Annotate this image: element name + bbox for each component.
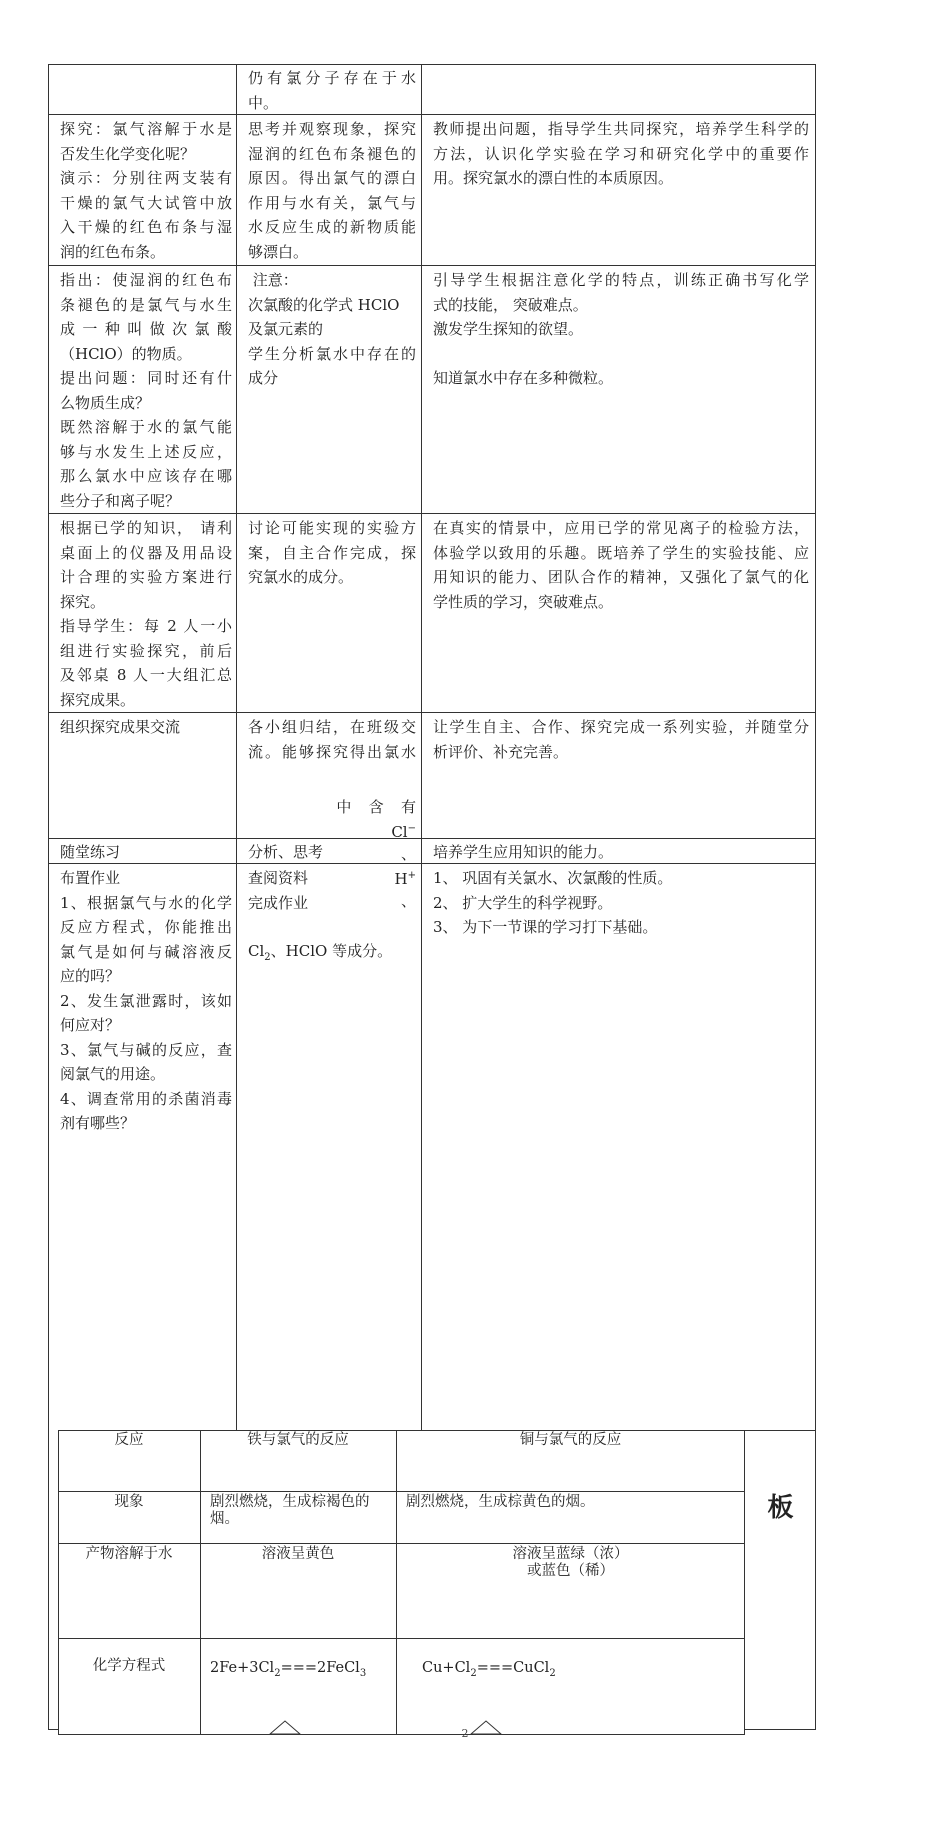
reaction-col-divider-1 [200,1430,201,1735]
solution-label: 产物溶解于水 [85,1546,173,1562]
board-label: 板 [767,1493,794,1523]
board-column [745,1430,816,1730]
equation-label: 化学方程式 [92,1658,166,1674]
reaction-row-divider [58,1491,745,1492]
row2-col2: 注意： 次氯酸的化学式 HClO 及氯元素的 学生分析氯水中存在的 成分 [248,271,416,387]
row5-col1: 随堂练习 [60,843,121,861]
col-divider-1 [236,64,237,1430]
row0-col2: 仍有氯分子存在于水 中。 [248,69,416,112]
reaction-row-divider [58,1543,745,1544]
row-divider [48,712,816,713]
reaction-row-divider [58,1638,745,1639]
reaction-table [58,1430,745,1735]
header-copper: 铜与氯气的反应 [519,1432,622,1448]
phenomenon-label: 现象 [114,1494,144,1510]
phenomenon-iron: 剧烈燃烧，生成棕褐色的 烟。 [210,1494,370,1527]
row3-col3: 在真实的情景中，应用已学的常见离子的检验方法， 体验学以致用的乐趣。既培养了学生的实验技能、应 用知识的能力、团队合作的精神，又强化了氯气的化 学性质的学习，突破难点。 [433,519,809,611]
row-divider [48,838,816,839]
phenomenon-copper: 剧烈燃烧，生成棕黄色的烟。 [406,1494,595,1510]
solution-iron: 溶液呈黄色 [261,1546,335,1562]
row2-col3: 引导学生根据注意化学的特点，训练正确书写化学 式的技能， 突破难点。 激发学生探知的欲望。 知道氯水中存在多种微粒。 [433,271,809,387]
ion-line-2: $Cl_2$、HClO 等成分。 [248,942,393,963]
col-divider-2 [421,64,422,1430]
row3-col1: 根据已学的知识， 请利 桌面上的仪器及用品设 计合理的实验方案进行 探究。 指导学生：每 2 人一小 组进行实验探究，前后 及邻桌 8 人一大组汇总 探究成果。 [60,519,232,709]
reaction-col-divider-2 [396,1430,397,1735]
row3-col2: 讨论可能实现的实验方 案，自主合作完成，探 究氯水的成分。 [248,519,416,586]
solution-copper: 溶液呈蓝绿（浓） 或蓝色（稀） [512,1546,629,1579]
row4-col3: 让学生自主、合作、探究完成一系列实验，并随堂分 析评价、补充完善。 [433,718,809,761]
row2-col1: 指出：使湿润的红色布 条褪色的是氯气与水生 成一种叫做次氯酸 （HClO）的物质。 提出问题：同时还有什 么物质生成？ 既然溶解于水的氯气能 够与水发生上述反应， 那么氯水中应该存在哪 些分子和离子呢？ [60,271,232,510]
row6-col2: 查阅资料 完成作业 [248,869,309,912]
row-divider [48,513,816,514]
row6-col1: 布置作业 1、根据氯气与水的化学 反应方程式，你能推出 氯气是如何与碱溶液反 应的吗？ 2、发生氯泄露时，该如 何应对？ 3、氯气与碱的反应，查 阅氯气的用途。 4、调查常用的杀菌消毒 剂有哪些？ [60,869,232,1132]
row4-col2: 各小组归结，在班级交 流。能够探究得出氯水 中含有 Cl− 、 H+ 、 $Cl_2$、HClO 等成分。 [248,715,416,969]
row1-col1: 探究：氯气溶解于水是 否发生化学变化呢？ 演示：分别往两支装有 干燥的氯气大试管中放 入干燥的红色布条与湿 润的红色布条。 [60,120,232,261]
row1-col3: 教师提出问题，指导学生共同探究，培养学生科学的 方法，认识化学实验在学习和研究化学中的重要作 用。探究氯水的漂白性的本质原因。 [433,120,809,187]
row5-col2: 分析、思考 [248,843,324,861]
header-iron: 铁与氯气的反应 [247,1432,349,1448]
row-divider [48,265,816,266]
equation-iron: $2Fe+3Cl_2===2FeCl_3$ [210,1660,367,1679]
triangle-marker-icon [268,1719,302,1735]
row6-col3: 1、 巩固有关氯水、次氯酸的性质。 2、 扩大学生的科学视野。 3、 为下一节课的学习打下基础。 [433,869,673,936]
page-number: 2 [461,1727,469,1740]
row4-col1: 组织探究成果交流 [60,718,181,736]
ion-line: 中含有 Cl− 、 H+ 、 [336,798,416,910]
row1-col2: 思考并观察现象，探究 湿润的红色布条褪色的 原因。得出氯气的漂白 作用与水有关，氯气与 水反应生成的新物质能 够漂白。 [248,120,416,261]
row-divider [48,114,816,115]
equation-copper: $Cu+Cl_2===CuCl_2$ [422,1660,556,1679]
header-reaction: 反应 [114,1432,144,1448]
row5-col3: 培养学生应用知识的能力。 [433,843,614,861]
